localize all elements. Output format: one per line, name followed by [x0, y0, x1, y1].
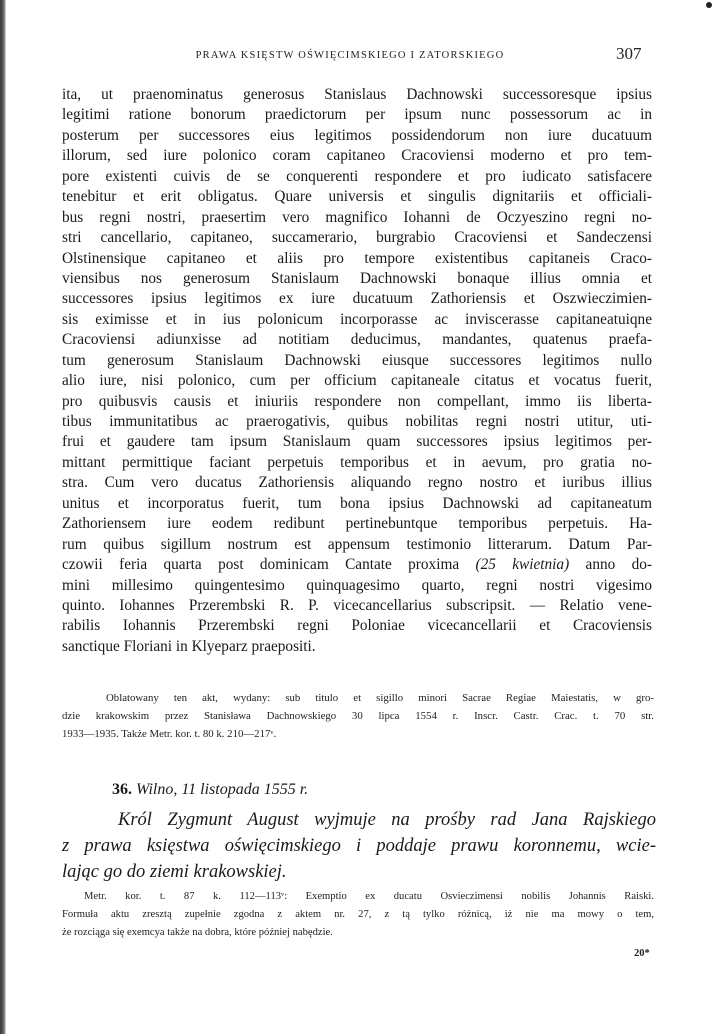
scan-speck [706, 2, 712, 8]
note-line: Oblatowany ten akt, wydany: sub titulo et sigillo minori Sacrae Regiae Maiestatis, w gro- [106, 692, 654, 704]
body-line: unitus et incorporatus fuerit, tum bona ipsius Dachnowski ad capitaneatum [62, 494, 652, 512]
body-line: alio iure, nisi polonico, cum per officium capitaneale citatus et vocatus fuerit, [62, 372, 652, 390]
body-line: stra. Cum vero ducatus Zathoriensis aliquando regno nostro et iuribus illius [62, 474, 652, 492]
note-line: 1933—1935. Także Metr. kor. t. 80 k. 210—217ᵛ. [62, 728, 277, 740]
date-annotation: (25 kwietnia) [475, 556, 570, 574]
body-line: sis eximisse et in ius polonicum incorporasse ac inviscerasse capitaneatuiqne [62, 310, 652, 328]
body-line: mittant permittique faciant perpetuis temporibus et in aevum, pro gratia no- [62, 453, 652, 471]
source-line: Formuła aktu zresztą zupełnie zgodna z aktem nr. 27, z tą tylko różnicą, iż nie ma mowy o tem, [62, 909, 654, 920]
document-number: 36. [112, 781, 132, 798]
body-line: illorum, sed iure polonico coram capitaneo Cracoviensi moderno et pro tem- [62, 147, 652, 165]
body-line: successores ipsius legitimos ex iure ducatuum Zathoriensis et Oszwieczimien- [62, 290, 652, 308]
body-line: frui et gaudere tam ipsum Stanislaum quam successores ipsius legitimos per- [62, 433, 652, 451]
body-line: sanctique Floriani in Klyeparz praepositi. [62, 637, 316, 655]
body-line: mini millesimo quingentesimo quinquagesimo quarto, regni nostri vigesimo [62, 576, 652, 594]
source-note [62, 888, 654, 942]
running-title: PRAWA KSIĘSTW OŚWIĘCIMSKIEGO I ZATORSKIEGO [195, 50, 505, 61]
body-line: ita, ut praenominatus generosus Stanislaus Dachnowski successoresque ipsius [62, 86, 652, 103]
body-line: pro quibusvis causis et iniuriis respondere non compellant, immo iis liberta- [62, 392, 652, 410]
body-line: Olstinensique capitaneo et aliis pro tempore existentibus capitaneis Craco- [62, 249, 652, 267]
body-line: tenebitur et erit obligatus. Quare universis et singulis dignitariis et officiali- [62, 188, 652, 206]
document-summary [62, 807, 656, 885]
body-line: rabilis Iohannis Przerembski regni Poloniae vicecancellarii et Cracoviensis [62, 617, 652, 635]
body-line: quinto. Iohannes Przerembski R. P. vicecancellarius subscripsit. — Relatio vene- [62, 596, 652, 614]
provenance-note [62, 689, 654, 743]
body-line: Cracoviensi adiunxisse ad notitiam deducimus, mandantes, quatenus praefa- [62, 331, 652, 349]
document-heading [112, 781, 308, 799]
summary-line: lając go do ziemi krakowskiej. [62, 862, 287, 882]
signature-mark: 20* [634, 948, 650, 959]
body-line: tum generosum Stanislaum Dachnowski eiusque successores legitimos nullo [62, 351, 652, 369]
page-left-edge-shadow [0, 0, 6, 1034]
body-line: Zathoriensem iure eodem redibunt pertinebuntque temporibus perpetuis. Ha- [62, 515, 652, 533]
body-line: rum quibus sigillum nostrum est appensum testimonio litterarum. Datum Par- [62, 535, 652, 553]
body-line-with-date [62, 555, 652, 575]
body-line: bus regni nostri, praesertim vero magnifico Iohanni de Oczyeszino regni no- [62, 208, 652, 226]
body-line-text: czowii feria quarta post dominicam Cantate proxima [62, 556, 460, 574]
document-place-date: Wilno, 11 listopada 1555 r. [136, 781, 309, 798]
source-line: że rozciąga się exemcya także na dobra, które później nabędzie. [62, 927, 333, 938]
page-number: 307 [616, 44, 642, 63]
summary-line: Król Zygmunt August wyjmuje na prośby rad Jana Rajskiego [118, 810, 656, 830]
main-text-block [62, 85, 652, 657]
body-line-tail: anno do- [585, 556, 653, 574]
summary-line: z prawa księstwa oświęcimskiego i poddaje prawu koronnemu, wcie- [62, 836, 656, 856]
body-line: pore existenti cuivis de se conquerenti respondere et pro iudicato satisfacere [62, 167, 652, 185]
note-line: dzie krakowskim przez Stanisława Dachnowskiego 30 lipca 1554 r. Inscr. Castr. Crac. t. 70 str. [62, 710, 654, 722]
body-line: legitimi ratione bonorum praedictorum per ipsum nunc possessorum ac in [62, 106, 652, 124]
body-line: tibus immunitatibus ac praerogativis, quibus nobilitas regni nostri utitur, uti- [62, 413, 652, 430]
body-line: viensibus nos generosum Stanislaum Dachnowski bonaque illius omnia et [62, 269, 652, 287]
body-line: stri cancellario, capitaneo, succamerario, burgrabio Cracoviensi et Sandeczensi [62, 229, 652, 247]
source-line: Metr. kor. t. 87 k. 112—113ᵛ: Exemptio ex ducatu Osvieczimensi nobilis Johannis Raiski. [84, 891, 654, 902]
body-line: posterum per successores eius legitimos possidendorum non iure ducatuum [62, 126, 652, 144]
